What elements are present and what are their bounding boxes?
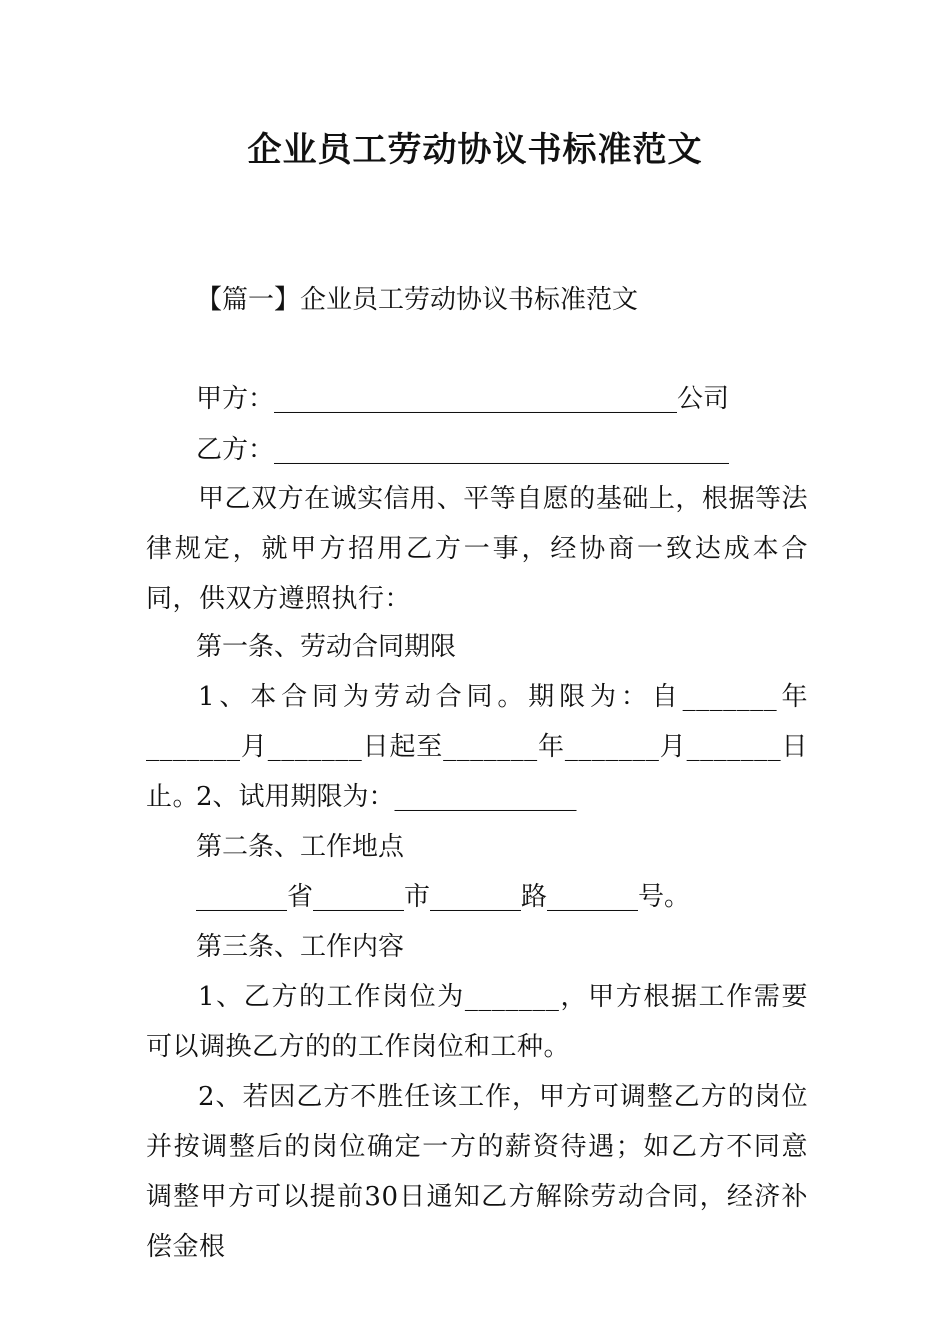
- article-3-title: 第三条、工作内容: [196, 932, 405, 962]
- article-3-item-2: 2、若因乙方不胜任该工作，甲方可调整乙方的岗位并按调整后的岗位确定一方的薪资待遇；如乙方不同意调整甲方可以提前30日通知乙方解除劳动合同，经济补偿金根: [146, 1082, 808, 1262]
- document-title: 企业员工劳动协议书标准范文: [247, 130, 703, 170]
- article-1-item-2: 2、试用期限为：______________: [196, 782, 577, 812]
- section-heading: 【篇一】企业员工劳动协议书标准范文: [196, 285, 639, 315]
- article-1-title: 第一条、劳动合同期限: [196, 632, 457, 662]
- article-2-address: _______省_______市_______路_______号。: [196, 882, 691, 912]
- article-2-title: 第二条、工作地点: [196, 832, 405, 862]
- intro-paragraph: 甲乙双方在诚实信用、平等自愿的基础上，根据等法律规定，就甲方招用乙方一事，经协商一致达成本合同，供双方遵照执行：: [146, 484, 808, 614]
- article-1-item-1: 1、本合同为劳动合同。期限为：自_______年_______月_______日起至_______年_______月_______日止。: [146, 682, 808, 812]
- party-b-line: 乙方：___________________________________: [196, 435, 730, 465]
- article-3-item-1: 1、乙方的工作岗位为_______，甲方根据工作需要可以调换乙方的的工作岗位和工种。: [146, 982, 808, 1062]
- party-a-line: 甲方：_______________________________公司: [196, 384, 730, 414]
